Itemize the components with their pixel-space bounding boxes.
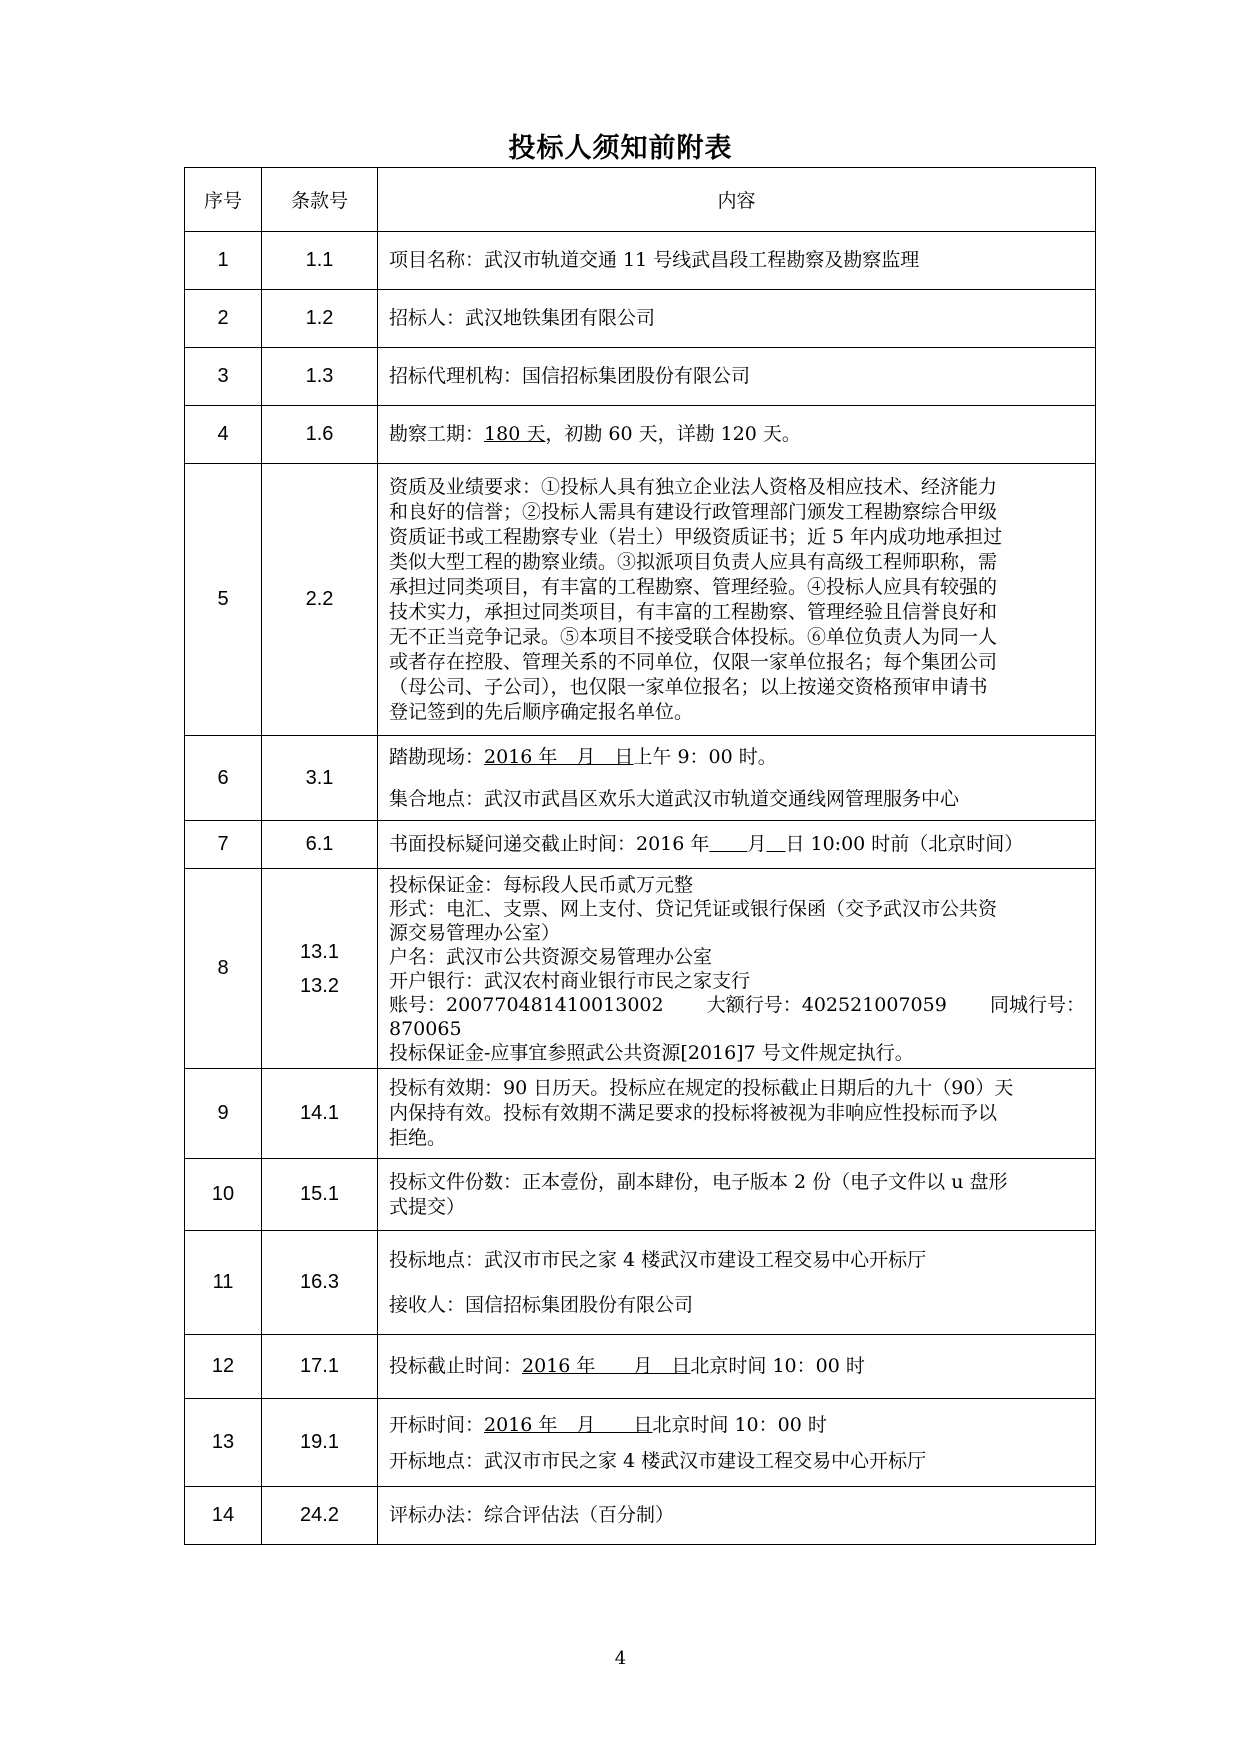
row-no: 13 — [185, 1399, 262, 1487]
row-content — [378, 869, 1096, 1069]
row-content — [378, 1159, 1096, 1231]
page-number: 4 — [614, 1648, 627, 1669]
table-row — [185, 1399, 1096, 1487]
content-line: 承担过同类项目，有丰富的工程勘察、管理经验。④投标人应具有较强的 — [389, 575, 998, 598]
content-line: 内保持有效。投标有效期不满足要求的投标将被视为非响应性投标而予以 — [389, 1102, 998, 1124]
row-clause: 16.3 — [262, 1231, 378, 1335]
content-line: 资质证书或工程勘察专业（岩土）甲级资质证书；近 5 年内成功地承担过 — [389, 525, 1003, 548]
blank-underlined — [709, 833, 747, 855]
table-header-row — [185, 168, 1096, 232]
row-content — [378, 348, 1096, 406]
row-no: 1 — [185, 232, 262, 290]
row-clause: 6.1 — [262, 821, 378, 869]
content-line: 技术实力，承担过同类项目，有丰富的工程勘察、管理经验且信誉良好和 — [389, 600, 998, 623]
row-content — [378, 736, 1096, 821]
row-no: 3 — [185, 348, 262, 406]
content-line: 拒绝。 — [389, 1127, 447, 1149]
content-line: 招标人：武汉地铁集团有限公司 — [389, 307, 656, 329]
row-content — [378, 821, 1096, 869]
content-text: 北京时间 10：00 时 — [652, 1413, 827, 1436]
row-content — [378, 1487, 1096, 1545]
date-underlined: 2016 年 月 日 — [484, 1413, 653, 1436]
content-line: 或者存在控股、管理关系的不同单位，仅限一家单位报名；每个集团公司 — [389, 650, 998, 673]
content-text: ，初勘 60 天，详勘 120 天。 — [545, 423, 801, 445]
row-clause: 17.1 — [262, 1335, 378, 1399]
content-text: 开标时间： — [389, 1413, 485, 1436]
table-row — [185, 1335, 1096, 1399]
content-line: 登记签到的先后顺序确定报名单位。 — [389, 700, 694, 723]
content-text: 勘察工期： — [389, 423, 485, 445]
content-line — [389, 1407, 1085, 1443]
content-line: 投标文件份数：正本壹份，副本肆份，电子版本 2 份（电子文件以 u 盘形 — [389, 1170, 1008, 1193]
row-content — [378, 1069, 1096, 1159]
row-clause — [262, 869, 378, 1069]
content-line: 投标地点：武汉市市民之家 4 楼武汉市建设工程交易中心开标厅 — [389, 1248, 927, 1271]
content-line: 投标有效期：90 日历天。投标应在规定的投标截止日期后的九十（90）天 — [389, 1077, 1014, 1099]
row-content — [378, 1231, 1096, 1335]
content-line: 形式：电汇、支票、网上支付、贷记凭证或银行保函（交予武汉市公共资 — [389, 897, 998, 920]
content-line: 开标地点：武汉市市民之家 4 楼武汉市建设工程交易中心开标厅 — [389, 1449, 927, 1472]
table-row — [185, 348, 1096, 406]
content-line: 式提交） — [389, 1195, 466, 1218]
row-content — [378, 406, 1096, 464]
clause-number: 13.1 — [300, 940, 339, 963]
table-row — [185, 406, 1096, 464]
content-line: 户名：武汉市公共资源交易管理办公室 — [389, 945, 713, 968]
content-line: 类似大型工程的勘察业绩。③拟派项目负责人应具有高级工程师职称，需 — [389, 550, 998, 573]
row-content — [378, 1399, 1096, 1487]
content-line: 投标保证金-应事宜参照武公共资源[2016]7 号文件规定执行。 — [389, 1041, 914, 1064]
content-line: 和良好的信誉；②投标人需具有建设行政管理部门颁发工程勘察综合甲级 — [389, 500, 998, 523]
clause-number: 13.2 — [300, 974, 339, 997]
header-content: 内容 — [378, 168, 1096, 232]
content-text: 月 — [747, 833, 767, 855]
content-line: 招标代理机构：国信招标集团股份有限公司 — [389, 365, 751, 387]
content-line: 资质及业绩要求：①投标人具有独立企业法人资格及相应技术、经济能力 — [389, 475, 998, 498]
content-line: 接收人：国信招标集团股份有限公司 — [389, 1293, 694, 1316]
row-no: 7 — [185, 821, 262, 869]
content-text: 日 10:00 时前（北京时间） — [785, 833, 1024, 855]
city-code-value: 870065 — [389, 1017, 462, 1040]
table-row — [185, 1159, 1096, 1231]
content-text: 投标截止时间： — [389, 1355, 523, 1377]
row-clause: 14.1 — [262, 1069, 378, 1159]
table-row — [185, 1231, 1096, 1335]
row-clause: 3.1 — [262, 736, 378, 821]
row-content — [378, 232, 1096, 290]
table-row — [185, 1069, 1096, 1159]
row-clause: 24.2 — [262, 1487, 378, 1545]
row-content — [378, 1335, 1096, 1399]
page-title: 投标人须知前附表 — [508, 133, 733, 164]
content-line: 评标办法：综合评估法（百分制） — [389, 1504, 675, 1526]
city-code-label: 同城行号： — [989, 993, 1085, 1016]
row-no: 5 — [185, 464, 262, 736]
row-no: 10 — [185, 1159, 262, 1231]
content-line: 投标保证金：每标段人民币贰万元整 — [389, 873, 694, 896]
row-clause: 2.2 — [262, 464, 378, 736]
table-row — [185, 464, 1096, 736]
header-no: 序号 — [185, 168, 262, 232]
row-clause: 1.1 — [262, 232, 378, 290]
row-clause: 19.1 — [262, 1399, 378, 1487]
row-no: 9 — [185, 1069, 262, 1159]
row-clause: 15.1 — [262, 1159, 378, 1231]
row-no: 6 — [185, 736, 262, 821]
row-content — [378, 464, 1096, 736]
row-no: 12 — [185, 1335, 262, 1399]
account-line — [389, 993, 1085, 1017]
content-line: 开户银行：武汉农村商业银行市民之家支行 — [389, 969, 751, 992]
content-line: 集合地点：武汉市武昌区欢乐大道武汉市轨道交通线网管理服务中心 — [389, 788, 960, 810]
blank-underlined — [766, 833, 785, 855]
row-clause: 1.3 — [262, 348, 378, 406]
table-row — [185, 736, 1096, 821]
row-clause: 1.6 — [262, 406, 378, 464]
table-row — [185, 821, 1096, 869]
bidder-instructions-table — [184, 167, 1096, 1545]
row-content — [378, 290, 1096, 348]
row-no: 4 — [185, 406, 262, 464]
content-text: 书面投标疑问递交截止时间：2016 年 — [389, 833, 710, 855]
header-clause: 条款号 — [262, 168, 378, 232]
content-line: 无不正当竞争记录。⑤本项目不接受联合体投标。⑥单位负责人为同一人 — [389, 625, 998, 648]
row-clause: 1.2 — [262, 290, 378, 348]
table-row — [185, 232, 1096, 290]
table-row — [185, 869, 1096, 1069]
account-number: 账号：200770481410013002 — [389, 993, 664, 1016]
date-underlined: 2016 年 月 日 — [522, 1355, 691, 1377]
content-line: 项目名称：武汉市轨道交通 11 号线武昌段工程勘察及勘察监理 — [389, 249, 920, 271]
content-text: 上午 9：00 时。 — [633, 746, 777, 768]
table-row — [185, 290, 1096, 348]
row-no: 2 — [185, 290, 262, 348]
content-line: 源交易管理办公室） — [389, 921, 561, 944]
content-text: 北京时间 10：00 时 — [690, 1355, 865, 1377]
duration-underlined: 180 天 — [484, 423, 546, 445]
row-no: 8 — [185, 869, 262, 1069]
content-line — [389, 736, 1085, 778]
row-no: 14 — [185, 1487, 262, 1545]
row-no: 11 — [185, 1231, 262, 1335]
date-underlined: 2016 年 月 日 — [484, 746, 634, 768]
bank-code: 大额行号：402521007059 — [706, 993, 947, 1016]
content-line: （母公司、子公司），也仅限一家单位报名；以上按递交资格预审申请书 — [389, 675, 988, 698]
table-row — [185, 1487, 1096, 1545]
content-text: 踏勘现场： — [389, 746, 485, 768]
